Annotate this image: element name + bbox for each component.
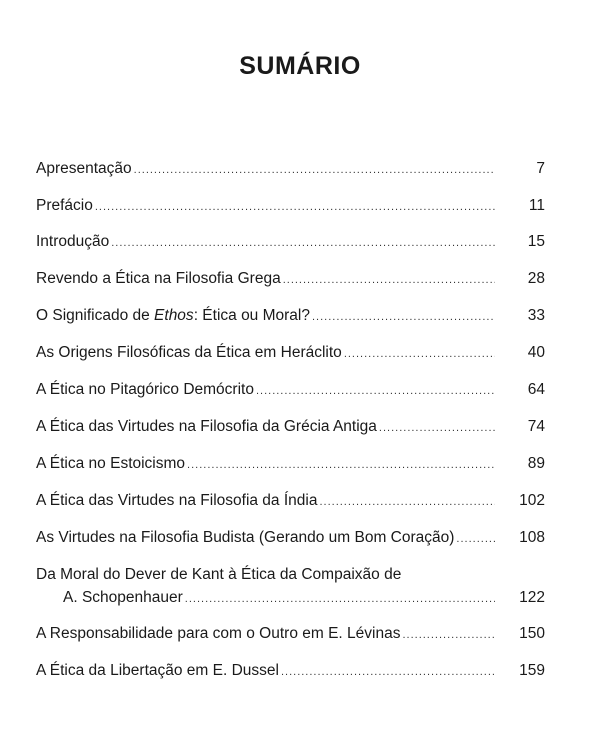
toc-entry-label: Prefácio (36, 197, 93, 214)
toc-entry-virtudes-grecia[interactable] (36, 417, 545, 438)
toc-entry-significado-ethos[interactable] (36, 306, 545, 327)
toc-leader-dots (256, 381, 495, 401)
toc-entry-page: 11 (528, 197, 545, 214)
toc-entry-levinas[interactable] (36, 624, 545, 645)
toc-leader-dots (283, 270, 495, 290)
toc-entry-label-line2: A. Schopenhauer (63, 589, 183, 606)
toc-leader-dots (344, 344, 495, 364)
toc-entry-label (36, 306, 310, 326)
toc-entry-revendo-etica[interactable] (36, 269, 545, 290)
toc-entry-label: A Ética das Virtudes na Filosofia da Grécia Antiga (36, 418, 377, 435)
toc-entry-apresentacao[interactable] (36, 159, 545, 180)
toc-leader-dots (312, 307, 495, 327)
toc-entry-label: Introdução (36, 233, 110, 250)
toc-leader-dots (185, 589, 495, 609)
toc-entry-label: A Ética da Libertação em E. Dussel (36, 662, 279, 679)
toc-leader-dots (134, 160, 495, 180)
toc-entry-page: 33 (527, 307, 545, 324)
toc-entry-label: A Responsabilidade para com o Outro em E. Lévinas (36, 625, 401, 642)
toc-leader-dots (456, 529, 495, 549)
toc-entry-page: 102 (519, 492, 545, 509)
toc-leader-dots (111, 233, 495, 253)
toc-entry-page: 64 (527, 381, 545, 398)
toc-entry-page: 150 (519, 625, 545, 642)
toc-entry-label-line1: Da Moral do Dever de Kant à Ética da Compaixão de (36, 566, 402, 583)
toc-entry-label: As Origens Filosóficas da Ética em Heráclito (36, 344, 342, 361)
toc-leader-dots (402, 625, 495, 645)
page-title: SUMÁRIO (239, 52, 361, 80)
toc-entry-label: Revendo a Ética na Filosofia Grega (36, 270, 281, 287)
toc-entry-page: 89 (527, 455, 545, 472)
toc-entry-label-post: : Ética ou Moral? (193, 307, 310, 324)
toc-entry-estoicismo[interactable] (36, 454, 545, 475)
toc-entry-label-pre: O Significado de (36, 307, 155, 324)
toc-leader-dots (379, 418, 495, 438)
toc-entry-label: A Ética no Estoicismo (36, 455, 186, 472)
toc-leader-dots (319, 492, 495, 512)
toc-entry-label: Apresentação (36, 160, 132, 177)
toc-entry-democrito[interactable] (36, 380, 545, 401)
toc-entry-page: 108 (519, 529, 545, 546)
toc-entry-page: 40 (527, 344, 545, 361)
toc-entry-label: As Virtudes na Filosofia Budista (Gerando um Bom Coração) (36, 529, 455, 546)
toc-entry-page: 28 (527, 270, 545, 287)
toc-entry-prefacio[interactable] (36, 196, 545, 217)
toc-entry-page: 7 (536, 160, 545, 177)
toc-entry-virtudes-budista[interactable] (36, 528, 545, 549)
toc-entry-page: 15 (527, 233, 545, 250)
toc-entry-label: A Ética das Virtudes na Filosofia da Índia (36, 492, 318, 509)
toc-entry-label-italic: Ethos (154, 307, 194, 324)
toc-entry-label: A Ética no Pitagórico Demócrito (36, 381, 254, 398)
toc-leader-dots (281, 662, 495, 682)
toc-entry-page: 74 (527, 418, 545, 435)
toc-entry-dussel[interactable] (36, 661, 545, 682)
toc-entry-introducao[interactable] (36, 232, 545, 253)
toc-entry-page: 122 (519, 589, 545, 606)
toc-entry-virtudes-india[interactable] (36, 491, 545, 512)
toc-leader-dots (95, 197, 495, 217)
toc-entry-origens-heraclito[interactable] (36, 343, 545, 364)
toc-entry-page: 159 (519, 662, 545, 679)
toc-leader-dots (187, 455, 495, 475)
